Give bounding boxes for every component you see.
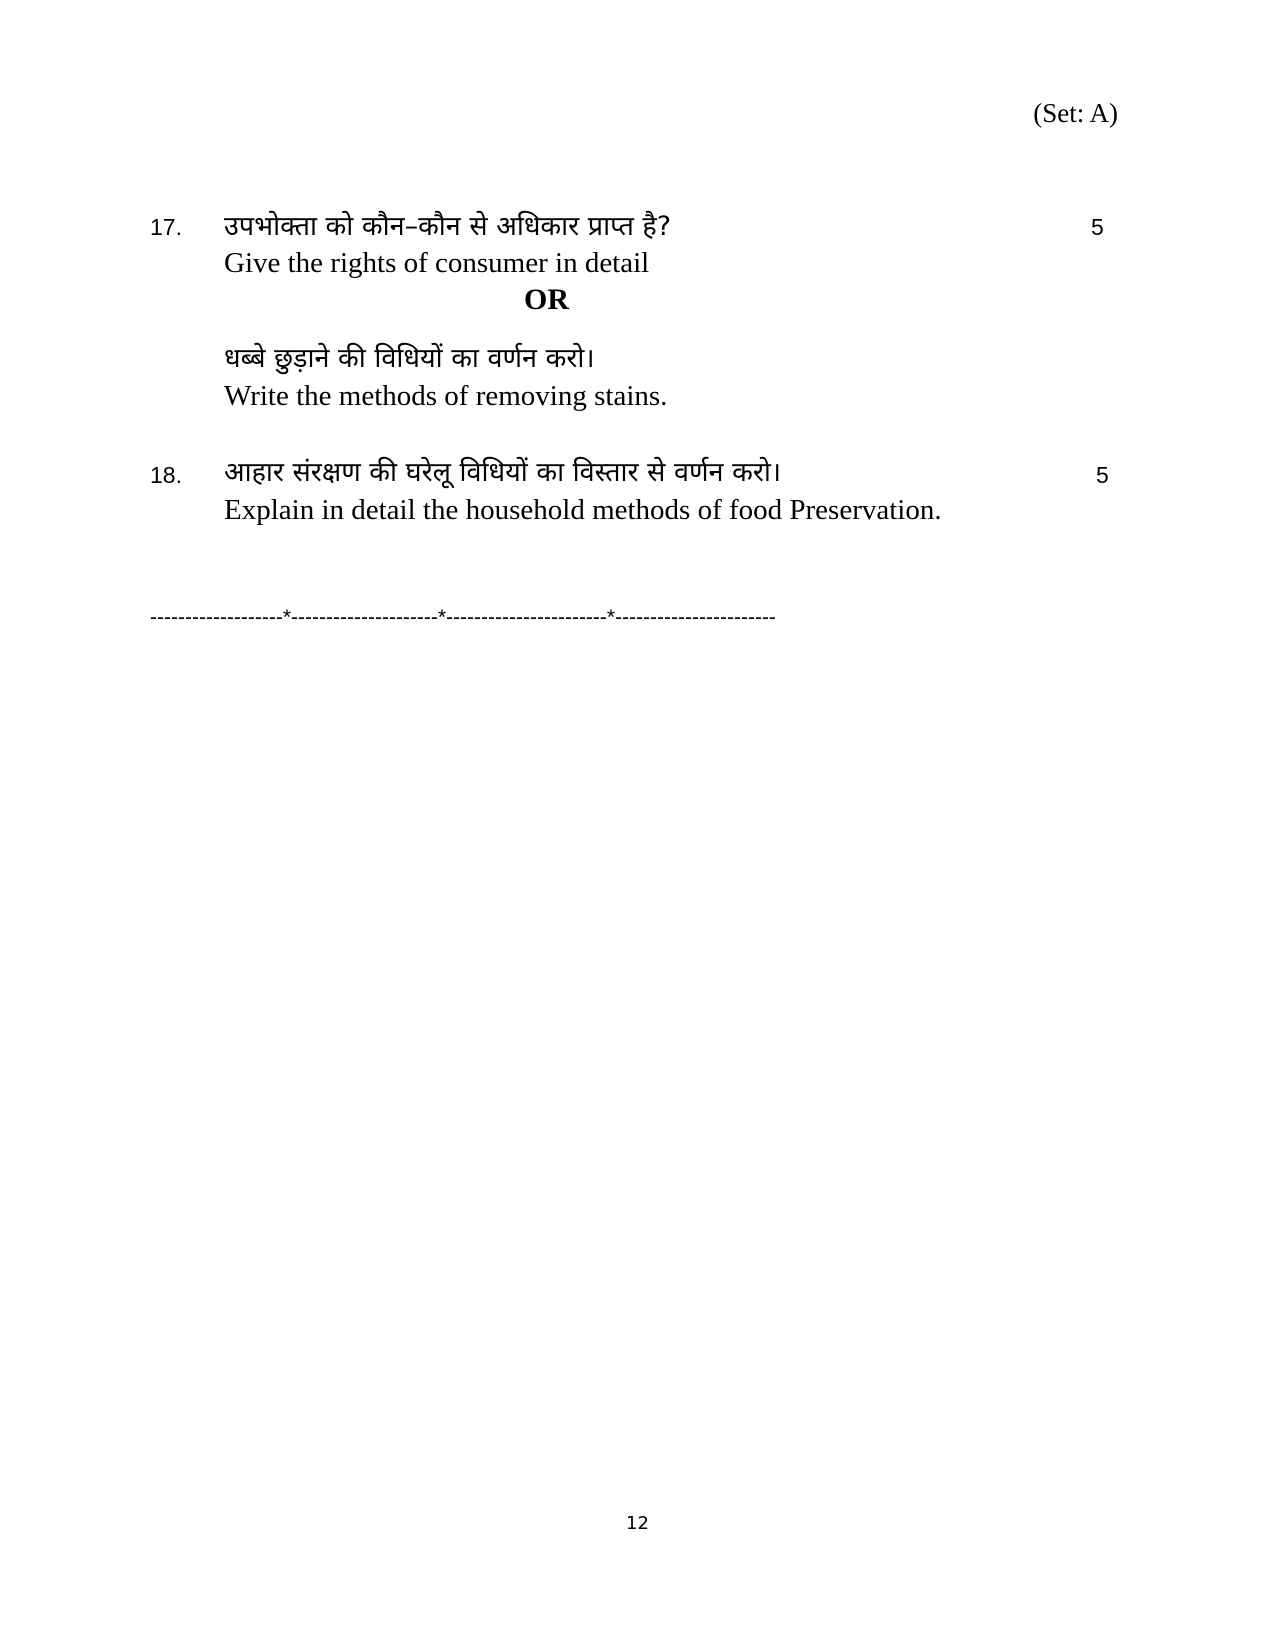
question-18-english: Explain in detail the household methods of food Preservation. xyxy=(224,494,942,526)
page-number: 12 xyxy=(626,1513,649,1534)
question-17-alt-hindi: धब्बे छुड़ाने की विधियों का वर्णन करो। xyxy=(224,343,595,374)
or-label: OR xyxy=(524,283,569,316)
set-label: (Set: A) xyxy=(1033,98,1118,128)
question-18-hindi: आहार संरक्षण की घरेलू विधियों का विस्तार से वर्णन करो। xyxy=(224,457,782,488)
question-17-number: 17. xyxy=(150,214,182,240)
question-18-number: 18. xyxy=(150,462,182,488)
question-17-marks: 5 xyxy=(1091,214,1104,240)
end-separator: -------------------*---------------------*-----------------------*----------------------- xyxy=(150,606,776,629)
question-17-hindi: उपभोक्ता को कौन–कौन से अधिकार प्राप्त है? xyxy=(224,211,672,242)
question-17-alt-english: Write the methods of removing stains. xyxy=(224,380,668,412)
question-18-marks: 5 xyxy=(1096,462,1109,488)
question-17-english: Give the rights of consumer in detail xyxy=(224,247,650,279)
